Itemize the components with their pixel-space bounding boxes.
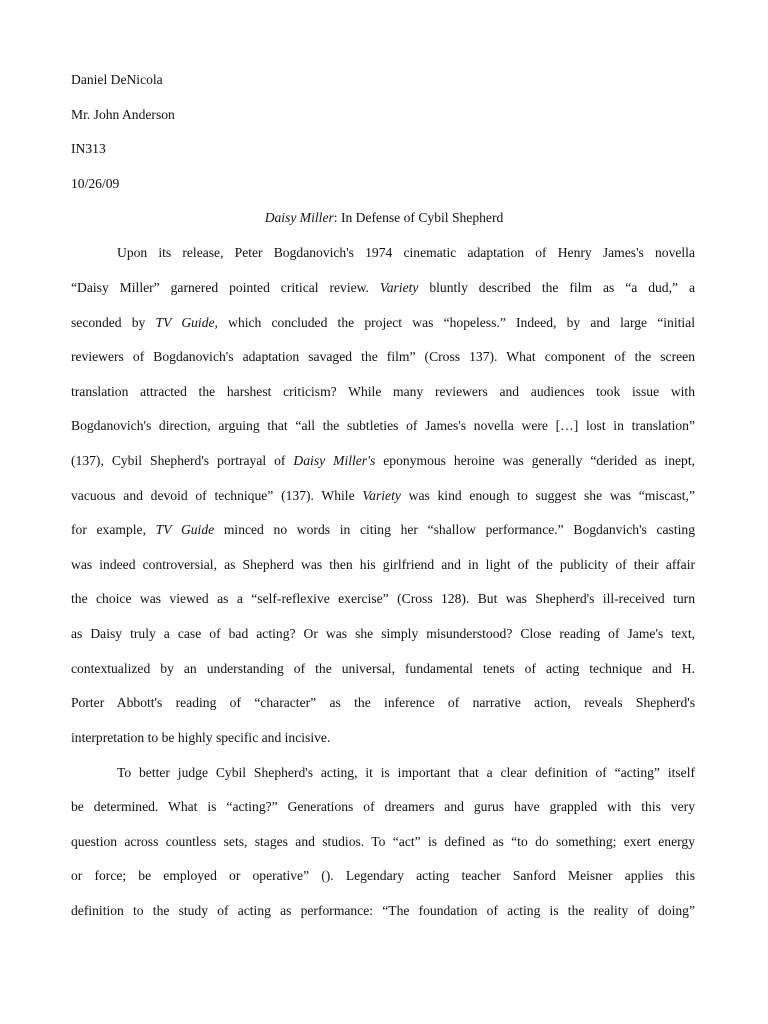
body-line: (137), Cybil Shepherd's portrayal of Daisy Miller's eponymous heroine was generally “derided as inept,	[71, 453, 695, 468]
body-line: To better judge Cybil Shepherd's acting, it is important that a clear definition of “acting” itself	[117, 765, 695, 780]
body-line: contextualized by an understanding of the universal, fundamental tenets of acting technique and H.	[71, 661, 695, 676]
body-line: vacuous and devoid of technique” (137). While Variety was kind enough to suggest she was “miscast,”	[71, 488, 695, 503]
body-line: Upon its release, Peter Bogdanovich's 1974 cinematic adaptation of Henry James's novella	[117, 245, 695, 260]
essay-title	[0, 209, 768, 227]
body-line: Bogdanovich's direction, arguing that “all the subtleties of James's novella were […] lost in translation”	[71, 418, 695, 433]
instructor-name: Mr. John Anderson	[71, 107, 175, 122]
body-line: reviewers of Bogdanovich's adaptation savaged the film” (Cross 137). What component of the screen	[71, 349, 695, 364]
body-line: as Daisy truly a case of bad acting? Or was she simply misunderstood? Close reading of Jame's text,	[71, 626, 695, 641]
date: 10/26/09	[71, 176, 120, 191]
body-line: seconded by TV Guide, which concluded the project was “hopeless.” Indeed, by and large “initial	[71, 315, 695, 330]
body-line: translation attracted the harshest criticism? While many reviewers and audiences took issue with	[71, 384, 695, 399]
body-line: the choice was viewed as a “self-reflexive exercise” (Cross 128). But was Shepherd's ill-received turn	[71, 591, 695, 606]
title-italic: Daisy Miller	[264, 210, 334, 225]
body-line: definition to the study of acting as performance: “The foundation of acting is the reality of doing”	[71, 903, 695, 918]
body-line: be determined. What is “acting?” Generations of dreamers and gurus have grappled with this very	[71, 799, 695, 814]
body-line: interpretation to be highly specific and incisive.	[71, 730, 331, 745]
course-code: IN313	[71, 141, 106, 156]
body-line: question across countless sets, stages and studios. To “act” is defined as “to do something; exert energy	[71, 834, 695, 849]
body-line: was indeed controversial, as Shepherd was then his girlfriend and in light of the publicity of their affair	[71, 557, 695, 572]
body-line: “Daisy Miller” garnered pointed critical review. Variety bluntly described the film as “a dud,” a	[71, 280, 695, 295]
author-name: Daniel DeNicola	[71, 72, 163, 87]
title-rest: : In Defense of Cybil Shepherd	[333, 210, 504, 225]
body-line: Porter Abbott's reading of “character” as the inference of narrative action, reveals Shepherd's	[71, 695, 695, 710]
body-line: for example, TV Guide minced no words in citing her “shallow performance.” Bogdanvich's casting	[71, 522, 695, 537]
body-line: or force; be employed or operative” (). Legendary acting teacher Sanford Meisner applies this	[71, 868, 695, 883]
